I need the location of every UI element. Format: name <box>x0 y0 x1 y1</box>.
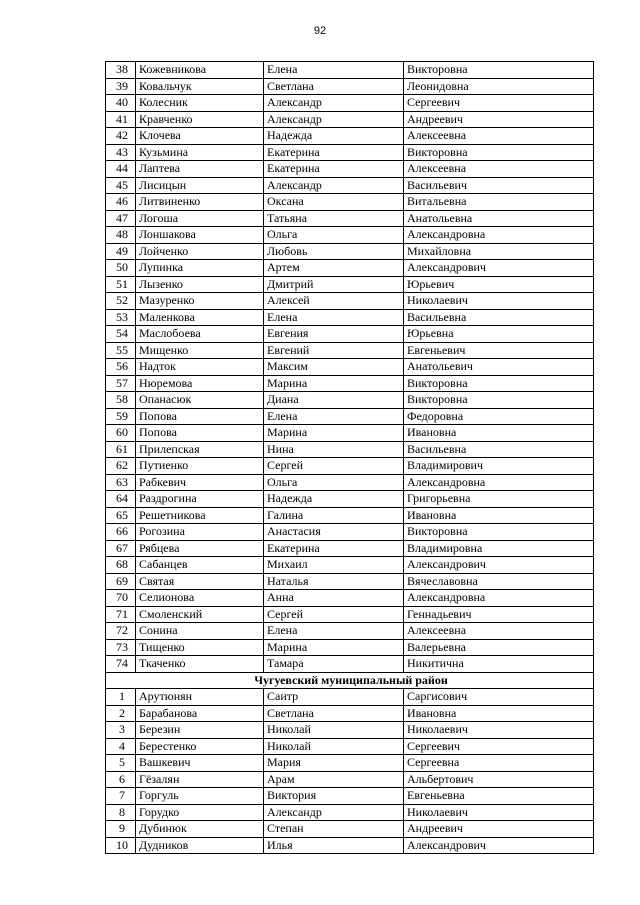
row-number: 40 <box>106 95 136 112</box>
name-cell: Николай <box>264 722 404 739</box>
patronymic-cell: Анатольевич <box>404 359 594 376</box>
patronymic-cell: Анатольевна <box>404 210 594 227</box>
name-cell: Надежда <box>264 491 404 508</box>
name-cell: Екатерина <box>264 144 404 161</box>
name-cell: Сергей <box>264 606 404 623</box>
name-cell: Елена <box>264 309 404 326</box>
row-number: 54 <box>106 326 136 343</box>
table-row <box>106 458 594 475</box>
name-cell: Виктория <box>264 788 404 805</box>
surname-cell: Лупинка <box>136 260 264 277</box>
name-cell: Саитр <box>264 689 404 706</box>
name-cell: Диана <box>264 392 404 409</box>
surname-cell: Кравченко <box>136 111 264 128</box>
name-cell: Елена <box>264 62 404 79</box>
table-row <box>106 260 594 277</box>
surname-cell: Горгуль <box>136 788 264 805</box>
table-row <box>106 408 594 425</box>
surname-cell: Кожевникова <box>136 62 264 79</box>
name-cell: Арам <box>264 771 404 788</box>
patronymic-cell: Викторовна <box>404 144 594 161</box>
table-row <box>106 392 594 409</box>
table-row <box>106 194 594 211</box>
table-row <box>106 425 594 442</box>
table-row <box>106 293 594 310</box>
name-cell: Анна <box>264 590 404 607</box>
table-row <box>106 590 594 607</box>
row-number: 52 <box>106 293 136 310</box>
row-number: 46 <box>106 194 136 211</box>
table-row <box>106 243 594 260</box>
patronymic-cell: Евгеньевич <box>404 342 594 359</box>
name-cell: Татьяна <box>264 210 404 227</box>
patronymic-cell: Саргисович <box>404 689 594 706</box>
patronymic-cell: Сергеевна <box>404 755 594 772</box>
row-number: 38 <box>106 62 136 79</box>
patronymic-cell: Александрович <box>404 837 594 854</box>
surname-cell: Селионова <box>136 590 264 607</box>
name-cell: Марина <box>264 425 404 442</box>
table-row <box>106 507 594 524</box>
name-cell: Ольга <box>264 474 404 491</box>
surname-cell: Кузьмина <box>136 144 264 161</box>
patronymic-cell: Александрович <box>404 260 594 277</box>
surname-cell: Лисицын <box>136 177 264 194</box>
patronymic-cell: Юрьевна <box>404 326 594 343</box>
surname-cell: Лойченко <box>136 243 264 260</box>
patronymic-cell: Викторовна <box>404 524 594 541</box>
patronymic-cell: Александрович <box>404 557 594 574</box>
name-cell: Александр <box>264 111 404 128</box>
surname-cell: Надток <box>136 359 264 376</box>
patronymic-cell: Юрьевич <box>404 276 594 293</box>
table-row <box>106 342 594 359</box>
section-row <box>106 672 594 689</box>
surname-cell: Сабанцев <box>136 557 264 574</box>
patronymic-cell: Ивановна <box>404 507 594 524</box>
patronymic-cell: Леонидовна <box>404 78 594 95</box>
table-row <box>106 474 594 491</box>
patronymic-cell: Алексеевна <box>404 623 594 640</box>
row-number: 1 <box>106 689 136 706</box>
surname-cell: Ковальчук <box>136 78 264 95</box>
roster-table <box>105 61 594 854</box>
patronymic-cell: Михайловна <box>404 243 594 260</box>
table-row <box>106 639 594 656</box>
name-cell: Александр <box>264 804 404 821</box>
table-row <box>106 177 594 194</box>
row-number: 56 <box>106 359 136 376</box>
name-cell: Надежда <box>264 128 404 145</box>
row-number: 65 <box>106 507 136 524</box>
surname-cell: Логоша <box>136 210 264 227</box>
table-row <box>106 573 594 590</box>
surname-cell: Нюремова <box>136 375 264 392</box>
surname-cell: Ткаченко <box>136 656 264 673</box>
name-cell: Алексей <box>264 293 404 310</box>
patronymic-cell: Николаевич <box>404 293 594 310</box>
name-cell: Александр <box>264 95 404 112</box>
surname-cell: Смоленский <box>136 606 264 623</box>
table-row <box>106 557 594 574</box>
row-number: 3 <box>106 722 136 739</box>
patronymic-cell: Викторовна <box>404 375 594 392</box>
row-number: 49 <box>106 243 136 260</box>
table-row <box>106 161 594 178</box>
table-row <box>106 837 594 854</box>
table-row <box>106 309 594 326</box>
row-number: 57 <box>106 375 136 392</box>
surname-cell: Святая <box>136 573 264 590</box>
patronymic-cell: Витальевна <box>404 194 594 211</box>
row-number: 55 <box>106 342 136 359</box>
section-title: Чугуевский муниципальный район <box>106 672 594 689</box>
patronymic-cell: Николаевич <box>404 722 594 739</box>
patronymic-cell: Александровна <box>404 474 594 491</box>
table-row <box>106 111 594 128</box>
patronymic-cell: Викторовна <box>404 392 594 409</box>
name-cell: Любовь <box>264 243 404 260</box>
row-number: 2 <box>106 705 136 722</box>
patronymic-cell: Алексеевна <box>404 128 594 145</box>
row-number: 47 <box>106 210 136 227</box>
name-cell: Екатерина <box>264 540 404 557</box>
row-number: 43 <box>106 144 136 161</box>
page-number: 92 <box>313 25 327 37</box>
surname-cell: Маленкова <box>136 309 264 326</box>
patronymic-cell: Александровна <box>404 227 594 244</box>
patronymic-cell: Сергеевич <box>404 738 594 755</box>
patronymic-cell: Викторовна <box>404 62 594 79</box>
row-number: 60 <box>106 425 136 442</box>
name-cell: Мария <box>264 755 404 772</box>
patronymic-cell: Ивановна <box>404 425 594 442</box>
row-number: 70 <box>106 590 136 607</box>
patronymic-cell: Васильевна <box>404 309 594 326</box>
table-row <box>106 821 594 838</box>
row-number: 10 <box>106 837 136 854</box>
row-number: 41 <box>106 111 136 128</box>
row-number: 67 <box>106 540 136 557</box>
table-row <box>106 128 594 145</box>
surname-cell: Маслобоева <box>136 326 264 343</box>
surname-cell: Берестенко <box>136 738 264 755</box>
row-number: 5 <box>106 755 136 772</box>
patronymic-cell: Сергеевич <box>404 95 594 112</box>
table-row <box>106 326 594 343</box>
patronymic-cell: Геннадьевич <box>404 606 594 623</box>
patronymic-cell: Васильевич <box>404 177 594 194</box>
patronymic-cell: Ивановна <box>404 705 594 722</box>
row-number: 48 <box>106 227 136 244</box>
patronymic-cell: Вячеславовна <box>404 573 594 590</box>
table-row <box>106 788 594 805</box>
surname-cell: Рябцева <box>136 540 264 557</box>
table-row <box>106 689 594 706</box>
surname-cell: Дудников <box>136 837 264 854</box>
patronymic-cell: Андреевич <box>404 111 594 128</box>
row-number: 68 <box>106 557 136 574</box>
surname-cell: Арутюнян <box>136 689 264 706</box>
surname-cell: Решетникова <box>136 507 264 524</box>
surname-cell: Барабанова <box>136 705 264 722</box>
name-cell: Елена <box>264 408 404 425</box>
surname-cell: Опанасюк <box>136 392 264 409</box>
row-number: 72 <box>106 623 136 640</box>
patronymic-cell: Валерьевна <box>404 639 594 656</box>
row-number: 7 <box>106 788 136 805</box>
table-row <box>106 62 594 79</box>
table-row <box>106 540 594 557</box>
surname-cell: Дубинюк <box>136 821 264 838</box>
surname-cell: Тищенко <box>136 639 264 656</box>
table-row <box>106 210 594 227</box>
surname-cell: Лызенко <box>136 276 264 293</box>
surname-cell: Гёзалян <box>136 771 264 788</box>
surname-cell: Попова <box>136 408 264 425</box>
row-number: 8 <box>106 804 136 821</box>
surname-cell: Лаптева <box>136 161 264 178</box>
name-cell: Николай <box>264 738 404 755</box>
row-number: 51 <box>106 276 136 293</box>
row-number: 42 <box>106 128 136 145</box>
patronymic-cell: Никитична <box>404 656 594 673</box>
name-cell: Светлана <box>264 78 404 95</box>
patronymic-cell: Николаевич <box>404 804 594 821</box>
name-cell: Нина <box>264 441 404 458</box>
name-cell: Марина <box>264 375 404 392</box>
name-cell: Светлана <box>264 705 404 722</box>
table-row <box>106 656 594 673</box>
table-row <box>106 491 594 508</box>
surname-cell: Попова <box>136 425 264 442</box>
row-number: 63 <box>106 474 136 491</box>
surname-cell: Рогозина <box>136 524 264 541</box>
row-number: 71 <box>106 606 136 623</box>
surname-cell: Сонина <box>136 623 264 640</box>
row-number: 39 <box>106 78 136 95</box>
row-number: 6 <box>106 771 136 788</box>
table-row <box>106 375 594 392</box>
patronymic-cell: Алексеевна <box>404 161 594 178</box>
name-cell: Дмитрий <box>264 276 404 293</box>
surname-cell: Клочева <box>136 128 264 145</box>
patronymic-cell: Евгеньевна <box>404 788 594 805</box>
surname-cell: Березин <box>136 722 264 739</box>
patronymic-cell: Григорьевна <box>404 491 594 508</box>
name-cell: Евгения <box>264 326 404 343</box>
name-cell: Максим <box>264 359 404 376</box>
table-row <box>106 755 594 772</box>
name-cell: Евгений <box>264 342 404 359</box>
row-number: 62 <box>106 458 136 475</box>
row-number: 58 <box>106 392 136 409</box>
row-number: 66 <box>106 524 136 541</box>
row-number: 50 <box>106 260 136 277</box>
patronymic-cell: Владимирович <box>404 458 594 475</box>
row-number: 73 <box>106 639 136 656</box>
row-number: 64 <box>106 491 136 508</box>
surname-cell: Мищенко <box>136 342 264 359</box>
surname-cell: Вашкевич <box>136 755 264 772</box>
patronymic-cell: Альбертович <box>404 771 594 788</box>
table-row <box>106 738 594 755</box>
table-row <box>106 804 594 821</box>
name-cell: Марина <box>264 639 404 656</box>
surname-cell: Лоншакова <box>136 227 264 244</box>
name-cell: Наталья <box>264 573 404 590</box>
name-cell: Михаил <box>264 557 404 574</box>
table-row <box>106 359 594 376</box>
name-cell: Сергей <box>264 458 404 475</box>
name-cell: Александр <box>264 177 404 194</box>
roster-body <box>106 62 594 854</box>
table-row <box>106 722 594 739</box>
row-number: 53 <box>106 309 136 326</box>
row-number: 9 <box>106 821 136 838</box>
row-number: 44 <box>106 161 136 178</box>
table-row <box>106 524 594 541</box>
table-row <box>106 623 594 640</box>
name-cell: Ольга <box>264 227 404 244</box>
table-row <box>106 144 594 161</box>
surname-cell: Прилепская <box>136 441 264 458</box>
patronymic-cell: Васильевна <box>404 441 594 458</box>
surname-cell: Рабкевич <box>136 474 264 491</box>
table-row <box>106 276 594 293</box>
row-number: 61 <box>106 441 136 458</box>
surname-cell: Путиенко <box>136 458 264 475</box>
table-row <box>106 705 594 722</box>
name-cell: Илья <box>264 837 404 854</box>
patronymic-cell: Андреевич <box>404 821 594 838</box>
name-cell: Степан <box>264 821 404 838</box>
surname-cell: Литвиненко <box>136 194 264 211</box>
name-cell: Екатерина <box>264 161 404 178</box>
patronymic-cell: Александровна <box>404 590 594 607</box>
row-number: 74 <box>106 656 136 673</box>
table-row <box>106 441 594 458</box>
table-row <box>106 95 594 112</box>
surname-cell: Колесник <box>136 95 264 112</box>
surname-cell: Горудко <box>136 804 264 821</box>
name-cell: Анастасия <box>264 524 404 541</box>
name-cell: Елена <box>264 623 404 640</box>
table-row <box>106 78 594 95</box>
row-number: 45 <box>106 177 136 194</box>
surname-cell: Мазуренко <box>136 293 264 310</box>
name-cell: Артем <box>264 260 404 277</box>
row-number: 59 <box>106 408 136 425</box>
surname-cell: Раздрогина <box>136 491 264 508</box>
name-cell: Галина <box>264 507 404 524</box>
row-number: 4 <box>106 738 136 755</box>
table-row <box>106 227 594 244</box>
patronymic-cell: Владимировна <box>404 540 594 557</box>
name-cell: Тамара <box>264 656 404 673</box>
table-row <box>106 771 594 788</box>
name-cell: Оксана <box>264 194 404 211</box>
table-row <box>106 606 594 623</box>
patronymic-cell: Федоровна <box>404 408 594 425</box>
row-number: 69 <box>106 573 136 590</box>
